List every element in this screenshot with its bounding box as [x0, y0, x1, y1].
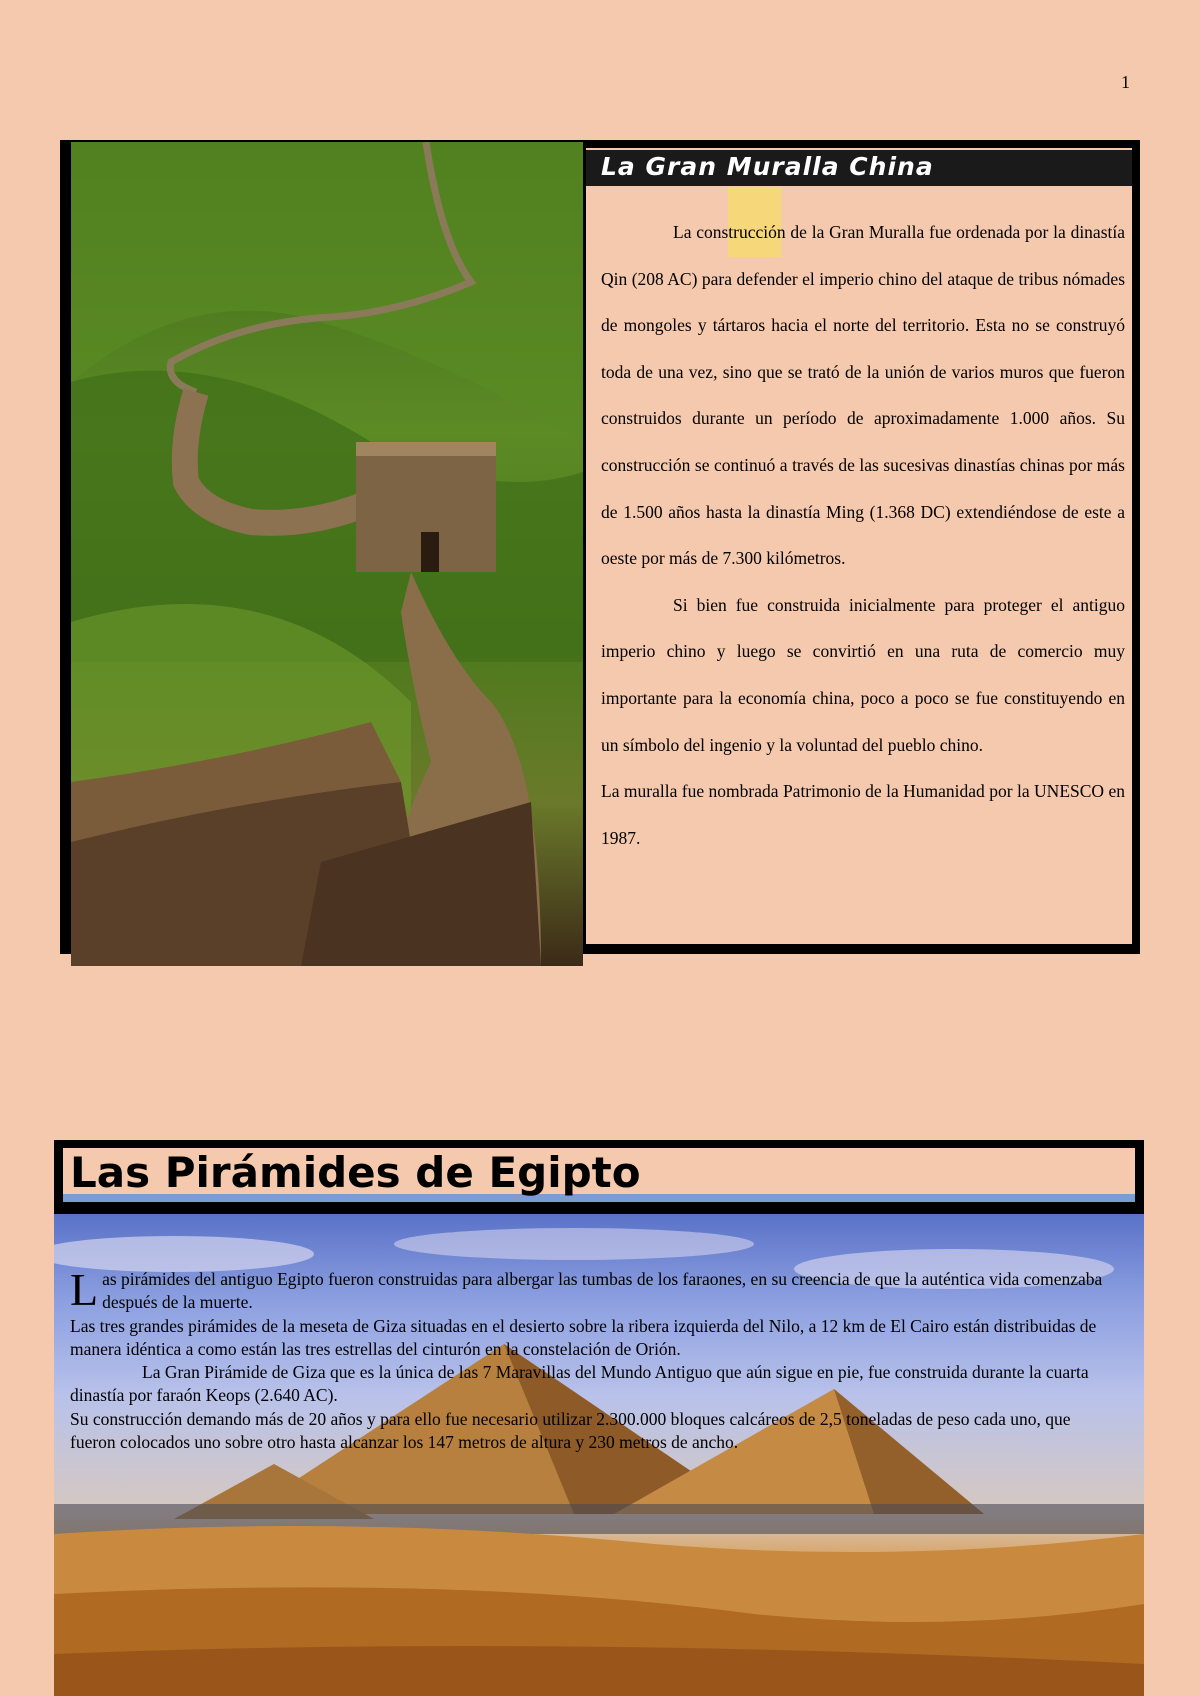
pyramids-paragraph-1	[70, 1264, 1120, 1315]
pyramids-paragraph-3: La Gran Pirámide de Giza que es la única de las 7 Maravillas del Mundo Antiguo que aún sigue en pie, fue construida durante la cuarta dinastía por faraón Keops (2.640 AC).	[70, 1362, 1089, 1406]
pyramids-body	[70, 1264, 1120, 1454]
great-wall-paragraph-3: La muralla fue nombrada Patrimonio de la Humanidad por la UNESCO en 1987.	[601, 781, 1125, 848]
great-wall-body	[601, 209, 1125, 861]
pyramids-paragraph-2: Las tres grandes pirámides de la meseta de Giza situadas en el desierto sobre la ribera izquierda del Nilo, a 12 km de El Cairo están distribuidas de manera idéntica a como están las tres estrellas del cinturón en la constelación de Orión.	[70, 1315, 1097, 1359]
pyramids-title: Las Pirámides de Egipto	[70, 1148, 641, 1197]
drop-cap: L	[70, 1264, 99, 1315]
great-wall-paragraph-2: Si bien fue construida inicialmente para proteger el antiguo imperio chino y luego se convirtió en una ruta de comercio muy importante para la economía china, poco a poco se fue constituyendo en un símbolo del ingenio y la voluntad del pueblo chino.	[601, 594, 1125, 755]
page-number: 1	[1121, 72, 1130, 92]
great-wall-paragraph-1: La construcción de la Gran Muralla fue ordenada por la dinastía Qin (208 AC) para defender el imperio chino del ataque de tribus nómades de mongoles y tártaros hacia el norte del territorio. Esta no se construyó toda de una vez, sino que se trató de la unión de varios muros que fueron construidos durante un período de aproximadamente 1.000 años. Su construcción se continuó a través de las sucesivas dinastías chinas por más de 1.500 años hasta la dinastía Ming (1.368 DC) extendiéndose de este a oeste por más de 7.300 kilómetros.	[601, 222, 1125, 569]
great-wall-photo	[71, 142, 583, 966]
pyramids-paragraph-1-text: as pirámides del antiguo Egipto fueron construidas para albergar las tumbas de los faraones, en su creencia de que la auténtica vida comenzaba después de la muerte.	[102, 1269, 1103, 1313]
great-wall-title: La Gran Muralla China	[601, 152, 934, 181]
pyramids-paragraph-4: Su construcción demando más de 20 años y para ello fue necesario utilizar 2.300.000 bloques calcáreos de 2,5 toneladas de peso cada uno, que fueron colocados uno sobre otro hasta alcanzar los 147 metros de altura y 230 metros de ancho.	[70, 1408, 1071, 1453]
